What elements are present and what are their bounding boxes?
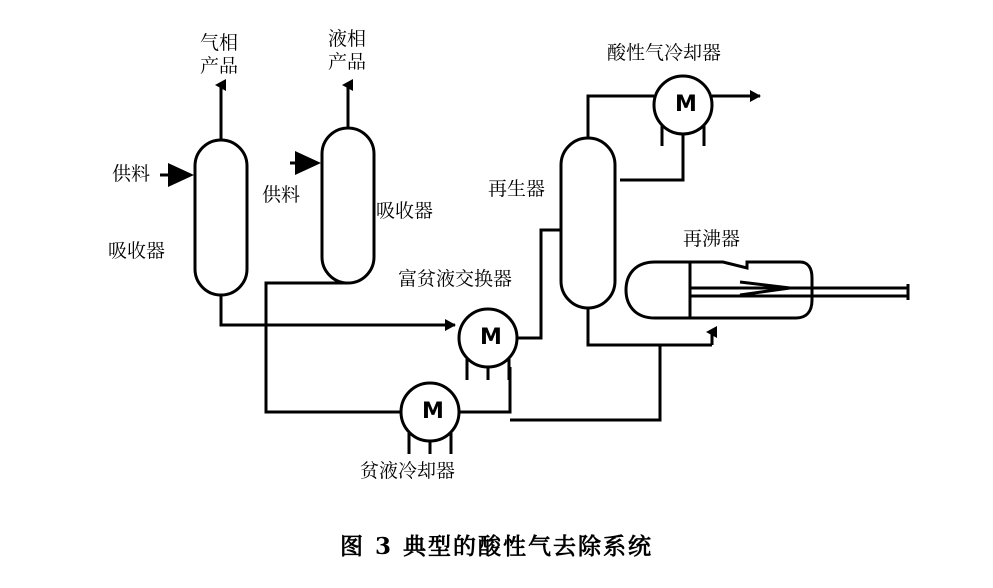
pipe-absorber1-bottom-to-exchanger <box>221 295 455 325</box>
label-feed-2: 供料 <box>262 184 301 206</box>
acid-gas-cooler-glyph: M <box>675 92 697 117</box>
pipe-reboiler-return <box>660 332 712 345</box>
label-reboiler: 再沸器 <box>683 228 741 250</box>
figure-caption: 图 3 典型的酸性气去除系统 <box>339 533 654 560</box>
label-liquid-product: 液相 产品 <box>327 28 366 73</box>
pipe-header-to-lean-cooler <box>266 325 401 412</box>
label-rich-lean-exchanger: 富贫液交换器 <box>398 268 513 290</box>
lean-solution-cooler-glyph: M <box>422 399 444 424</box>
rich-lean-exchanger-glyph: M <box>480 325 502 350</box>
stream-feed-inlet-2 <box>290 151 321 175</box>
label-absorber-1: 吸收器 <box>108 240 166 262</box>
label-lean-solution-cooler: 贫液冷却器 <box>360 460 456 482</box>
label-gas-product: 气相 产品 <box>199 32 238 77</box>
label-regenerator: 再生器 <box>488 178 546 200</box>
stream-feed-inlet-1 <box>160 163 194 187</box>
label-acid-gas-cooler: 酸性气冷却器 <box>607 42 722 64</box>
pipe-cooler-reflux <box>620 146 683 180</box>
equipment-absorber-2 <box>322 128 374 283</box>
equipment-regenerator <box>561 138 615 308</box>
equipment-absorber-1 <box>195 140 247 295</box>
equipment-reboiler <box>626 262 908 318</box>
pipe-regenerator-to-reboiler <box>510 308 660 420</box>
label-absorber-2: 吸收器 <box>376 200 434 222</box>
label-feed-1: 供料 <box>112 163 151 185</box>
pipe-absorber2-bottom-to-header <box>266 283 348 325</box>
pipe-exchanger-to-regenerator <box>517 230 561 338</box>
